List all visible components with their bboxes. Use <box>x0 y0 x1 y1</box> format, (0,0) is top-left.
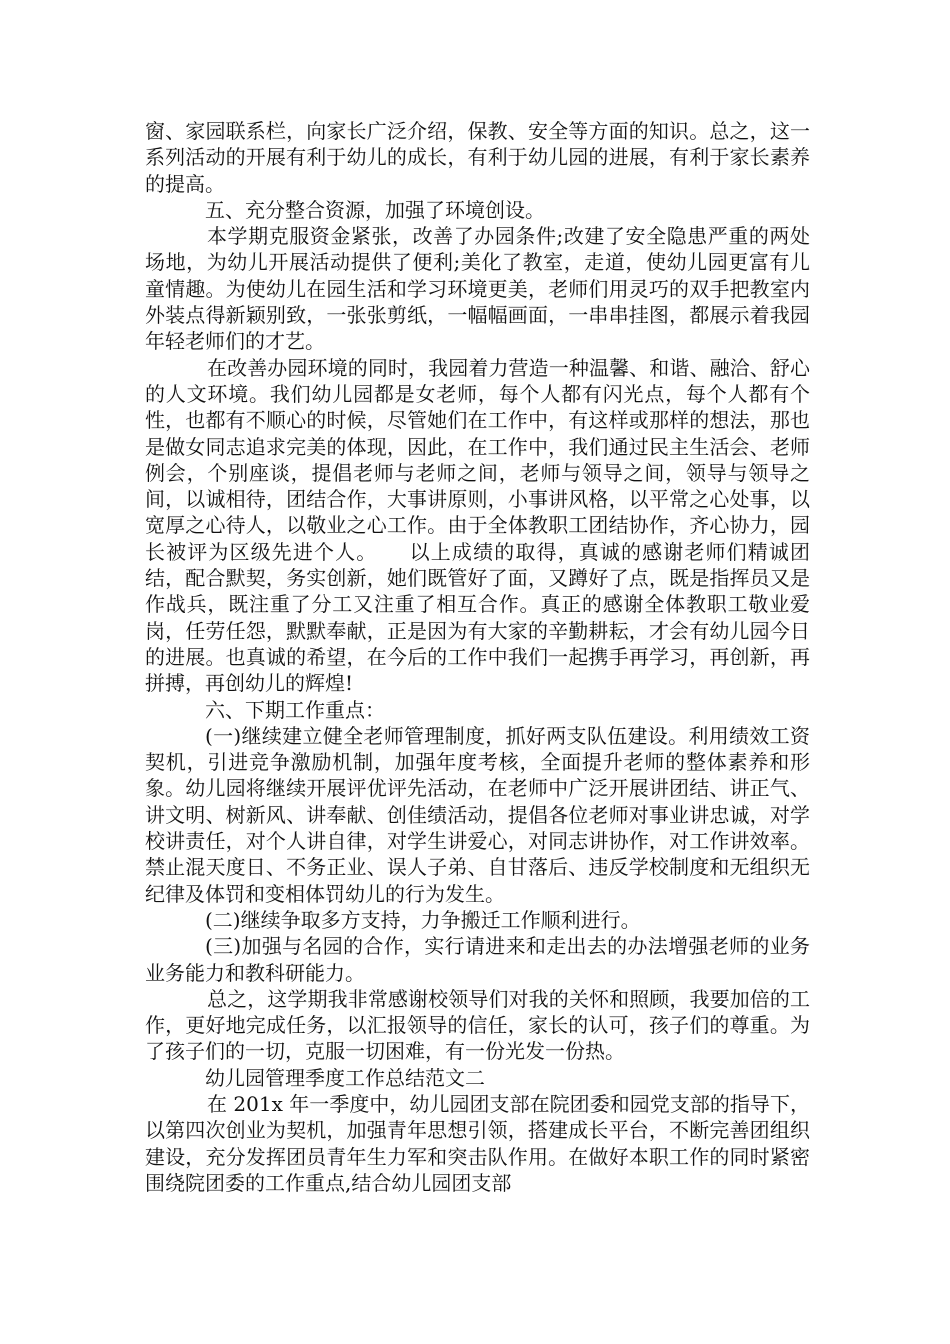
paragraph-environment: 本学期克服资金紧张，改善了办园条件;改建了安全隐患严重的两处场地，为幼儿开展活动提供了便利;美化了教室，走道，使幼儿园更富有儿童情趣。为使幼儿在园生活和学习环境更美，老师们用灵巧的双手把教室内外装点得新颖别致，一张张剪纸，一幅幅画面，一串串挂图，都展示着我园年轻老师们的才艺。 <box>145 224 810 354</box>
section-heading-six: 六、下期工作重点： <box>205 697 385 722</box>
paragraph-focus-three: (三)加强与名园的合作，实行请进来和走出去的办法增强老师的业务业务能力和教科研能力。 <box>145 934 810 985</box>
document-body <box>145 118 810 1196</box>
paragraph-continuation: 窗、家园联系栏，向家长广泛介绍，保教、安全等方面的知识。总之，这一系列活动的开展有利于幼儿的成长，有利于幼儿园的进展，有利于家长素养的提高。 <box>145 119 810 196</box>
paragraph-focus-one: (一)继续建立健全老师管理制度，抓好两支队伍建设。利用绩效工资契机，引进竞争激励机制，加强年度考核，全面提升老师的整体素养和形象。幼儿园将继续开展评优评先活动，在老师中广泛开展讲团结、讲正气、讲文明、树新风、讲奉献、创佳绩活动，提倡各位老师对事业讲忠诚，对学校讲责任，对个人讲自律，对学生讲爱心，对同志讲协作，对工作讲效率。禁止混天度日、不务正业、误人子弟、自甘落后、违反学校制度和无组织无纪律及体罚和变相体罚幼儿的行为发生。 <box>145 723 810 906</box>
paragraph-article-two-intro: 在 201x 年一季度中，幼儿园团支部在院团委和园党支部的指导下，以第四次创业为契机，加强青年思想引领，搭建成长平台，不断完善团组织建设，充分发挥团员青年生力军和突击队作用。在做好本职工作的同时紧密围绕院团委的工作重点,结合幼儿园团支部 <box>145 1091 810 1195</box>
article-two-title: 幼儿园管理季度工作总结范文二 <box>205 1065 485 1090</box>
paragraph-humanistic-environment: 在改善办园环境的同时，我园着力营造一种温馨、和谐、融洽、舒心的人文环境。我们幼儿园都是女老师，每个人都有闪光点，每个人都有个性，也都有不顺心的时候，尽管她们在工作中，有这样或那样的想法，那也是做女同志追求完美的体现，因此，在工作中，我们通过民主生活会、老师例会，个别座谈，提倡老师与老师之间，老师与领导之间，领导与领导之间，以诚相待，团结合作，大事讲原则，小事讲风格，以平常之心处事，以宽厚之心待人，以敬业之心工作。由于全体教职工团结协作，齐心协力，园长被评为区级先进个人。 以上成绩的取得，真诚的感谢老师们精诚团结，配合默契，务实创新，她们既管好了面，又蹲好了点，既是指挥员又是作战兵，既注重了分工又注重了相互合作。真正的感谢全体教职工敬业爱岗，任劳任怨，默默奉献，正是因为有大家的辛勤耕耘，才会有幼儿园今日的进展。也真诚的希望，在今后的工作中我们一起携手再学习，再创新，再拼搏，再创幼儿的辉煌! <box>145 355 810 696</box>
paragraph-conclusion: 总之，这学期我非常感谢校领导们对我的关怀和照顾，我要加倍的工作，更好地完成任务，以汇报领导的信任，家长的认可，孩子们的尊重。为了孩子们的一切，克服一切困难，有一份光发一份热。 <box>145 986 810 1064</box>
section-heading-five: 五、充分整合资源，加强了环境创设。 <box>205 197 545 222</box>
paragraph-focus-two: (二)继续争取多方支持，力争搬迁工作顺利进行。 <box>205 907 641 932</box>
